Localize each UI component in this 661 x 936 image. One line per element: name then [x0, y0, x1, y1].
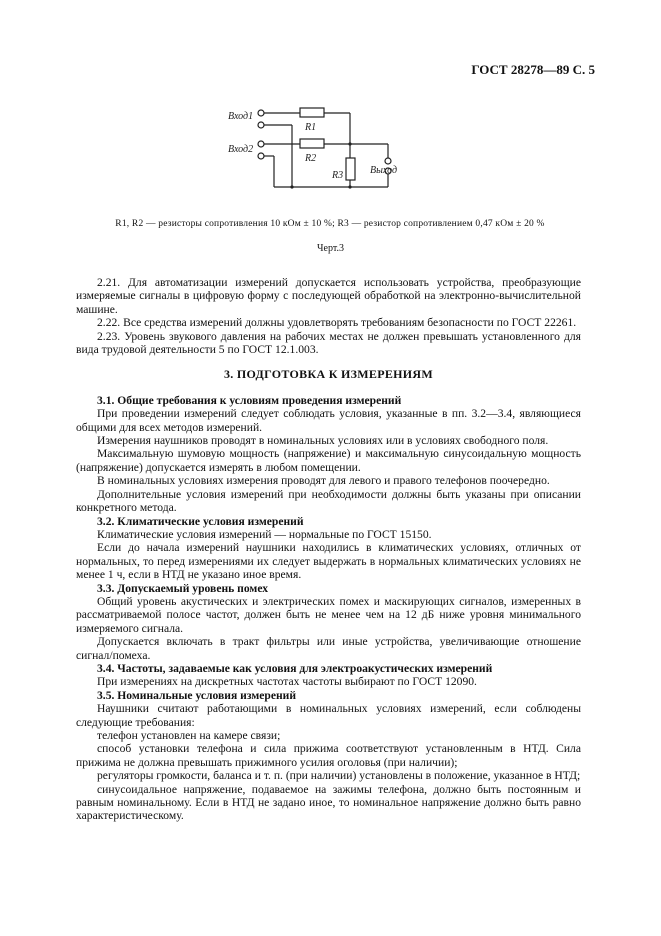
figure-caption: R1, R2 — резисторы сопротивления 10 кОм ± 10 %; R3 — резистор сопротивлением 0,47 кОм ± 20 %: [115, 219, 545, 229]
subsection-heading: 3.3. Допускаемый уровень помех: [97, 581, 269, 595]
label-r2: R2: [305, 153, 317, 164]
paragraph: Измерения наушников проводят в номинальных условиях или в условиях свободного поля.: [97, 434, 549, 448]
resistor-r1: [300, 108, 324, 117]
label-in2: Вход2: [228, 144, 254, 155]
paragraph: Допускается включать в тракт фильтры или иные устройства, увеличивающие отношение сигнал/помеха.: [76, 635, 581, 662]
label-r1: R1: [305, 122, 317, 133]
resistor-r3: [346, 158, 355, 180]
subsection-heading: 3.1. Общие требования к условиям проведения измерений: [97, 393, 402, 407]
paragraph: Общий уровень акустических и электрических помех и маскирующих сигналов, измеренных в рассматриваемой полосе частот, должен быть не менее чем на 12 дБ ниже уровня минимального измеряемого сигнала.: [76, 594, 581, 635]
paragraph: При измерениях на дискретных частотах частоты выбирают по ГОСТ 12090.: [97, 675, 477, 689]
label-in1: Вход1: [228, 111, 254, 122]
paragraph: способ установки телефона и сила прижима соответствуют установленным в НТД. Сила прижима не должна превышать прижимного усилия оголовья (при наличии);: [76, 742, 581, 769]
page-header: ГОСТ 28278—89 С. 5: [471, 62, 595, 77]
paragraph: синусоидальное напряжение, подаваемое на зажимы телефона, должно быть постоянным и равным номинальному. Если в НТД не задано иное, то номинальное напряжение должно быть равно характеристическому.: [76, 782, 581, 823]
paragraph: телефон установлен на камере связи;: [97, 729, 281, 742]
paragraph: Дополнительные условия измерений при необходимости должны быть указаны при описании конкретного метода.: [76, 487, 581, 515]
paragraph: Наушники считают работающими в номинальных условиях измерений, если соблюдены следующие требования:: [76, 702, 581, 729]
paragraph: 2.22. Все средства измерений должны удовлетворять требованиям безопасности по ГОСТ 22261.: [97, 316, 577, 330]
section-heading: 3. ПОДГОТОВКА К ИЗМЕРЕНИЯМ: [223, 367, 434, 382]
subsection-heading: 3.4. Частоты, задаваемые как условия для электроакустических измерений: [97, 661, 493, 675]
paragraph: Максимальную шумовую мощность (напряжение) и максимальную синусоидальную мощность (напряжение) допускается измерять в любом помещении.: [76, 447, 581, 474]
paragraph: 2.23. Уровень звукового давления на рабочих местах не должен превышать установленного для вида трудовой деятельности 5 по ГОСТ 12.1.003.: [76, 329, 581, 357]
label-out: Выход: [370, 165, 397, 176]
subsection-heading: 3.5. Номинальные условия измерений: [97, 688, 297, 702]
resistor-r2: [300, 139, 324, 148]
circuit-diagram: [220, 92, 405, 202]
figure-number: Черт.3: [317, 243, 344, 254]
paragraph: 2.21. Для автоматизации измерений допускается использовать устройства, преобразующие измеряемые сигналы в цифровую форму с последующей обработкой на электронно-вычислительной машине.: [76, 276, 581, 316]
subsection-heading: 3.2. Климатические условия измерений: [97, 514, 304, 528]
paragraph: В номинальных условиях измерения проводят для левого и правого телефонов поочередно.: [97, 474, 550, 488]
paragraph: Климатические условия измерений — нормальные по ГОСТ 15150.: [97, 527, 432, 541]
label-r3: R3: [332, 170, 344, 181]
paragraph: Если до начала измерений наушники находились в климатических условиях, отличных от нормальных, то перед измерениями их следует выдержать в нормальных климатических условиях не менее 1 ч, если в НТД не указано иное время.: [76, 541, 581, 582]
paragraph: При проведении измерений следует соблюдать условия, указанные в пп. 3.2—3.4, являющиеся общими для всех методов измерений.: [76, 407, 581, 434]
document-body: [76, 276, 581, 823]
paragraph: регуляторы громкости, баланса и т. п. (при наличии) установлены в положение, указанное в НТД;: [97, 769, 581, 783]
